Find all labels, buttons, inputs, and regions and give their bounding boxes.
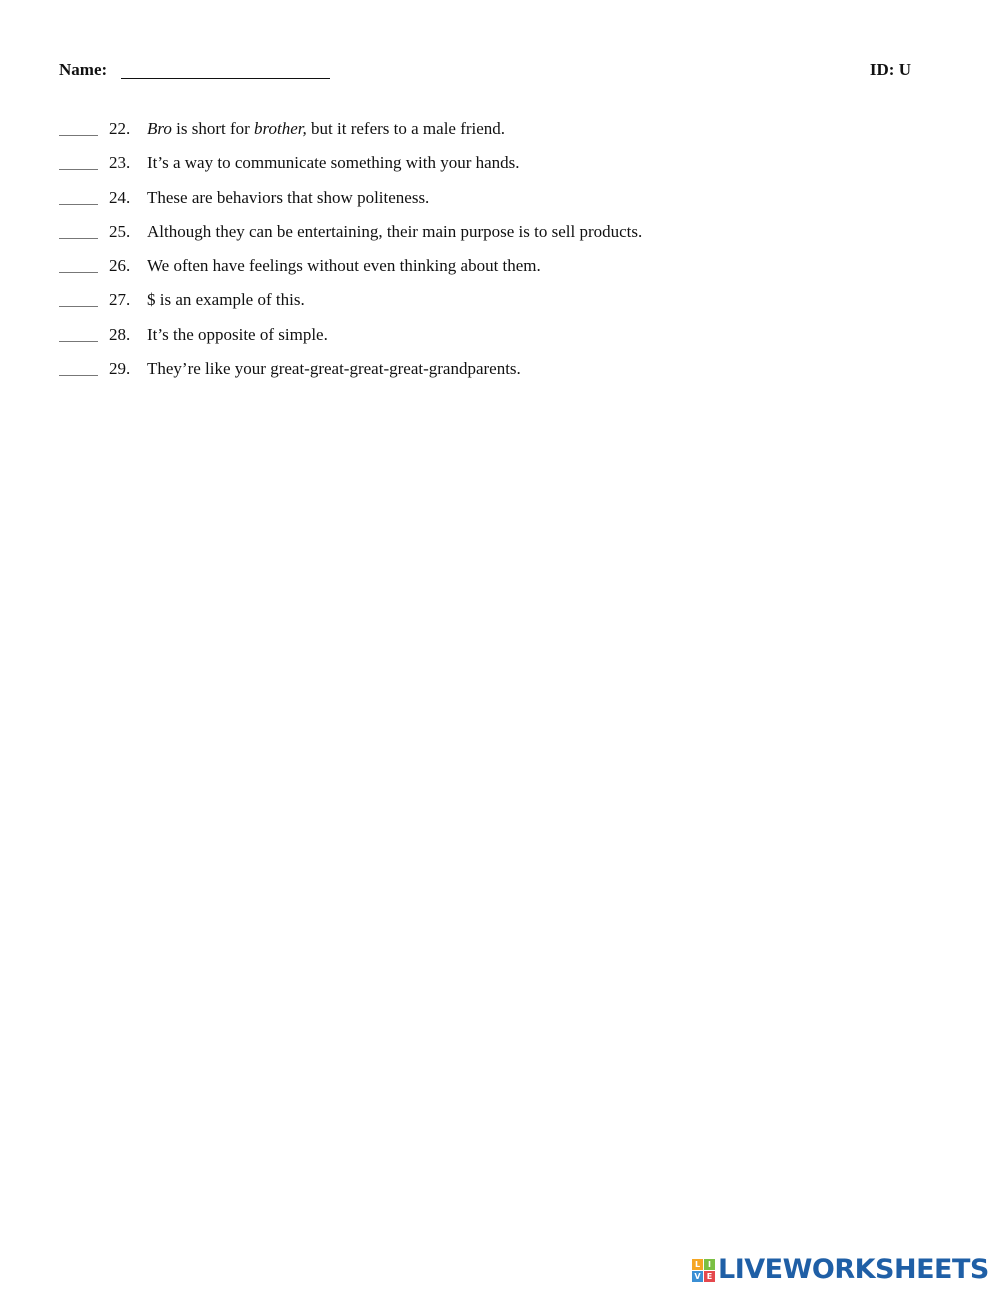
question-list <box>59 118 939 392</box>
question-text <box>147 118 505 140</box>
liveworksheets-logo <box>692 1255 989 1285</box>
question-number: 29. <box>109 359 131 379</box>
question-row <box>59 255 939 289</box>
question-text-part: We often have feelings without even thinking about them. <box>147 256 541 276</box>
question-text <box>147 289 305 311</box>
answer-blank[interactable] <box>59 289 98 307</box>
question-number: 28. <box>109 324 131 344</box>
question-number: 23. <box>109 153 131 173</box>
question-text-part: Although they can be entertaining, their main purpose is to sell products. <box>147 221 643 241</box>
question-text-part: Bro <box>147 119 172 138</box>
question-row <box>59 187 939 221</box>
id-label: ID: U <box>869 60 911 79</box>
question-text-part: It’s the opposite of simple. <box>147 324 328 344</box>
worksheet-header <box>59 60 911 84</box>
question-text <box>147 152 520 174</box>
question-row <box>59 152 939 186</box>
question-row <box>59 221 939 255</box>
question-text-part: $ is an example of this. <box>147 290 305 310</box>
question-number: 24. <box>109 187 131 207</box>
question-text-part: brother, <box>254 119 307 138</box>
name-label: Name: <box>59 60 108 79</box>
question-number: 25. <box>109 221 131 241</box>
question-text-part: It’s a way to communicate something with your hands. <box>147 153 520 173</box>
answer-blank[interactable] <box>59 187 98 205</box>
name-input-line[interactable] <box>121 60 330 79</box>
question-row <box>59 118 939 152</box>
question-number: 26. <box>109 256 131 276</box>
question-number: 27. <box>109 290 131 310</box>
question-text <box>147 324 328 346</box>
question-row <box>59 358 939 392</box>
question-text <box>147 221 642 243</box>
question-text-part: is short for <box>171 119 255 138</box>
answer-blank[interactable] <box>59 255 98 273</box>
question-text <box>147 255 541 277</box>
answer-blank[interactable] <box>59 118 98 136</box>
question-text-part: These are behaviors that show politeness. <box>147 187 430 207</box>
liveworksheets-logo-icon: L I V E <box>692 1259 715 1282</box>
question-number: 22. <box>109 119 131 138</box>
question-row <box>59 289 939 323</box>
question-text-part: They’re like your great-great-great-great-grandparents. <box>147 359 521 379</box>
question-text <box>147 358 521 380</box>
answer-blank[interactable] <box>59 221 98 239</box>
answer-blank[interactable] <box>59 358 98 376</box>
question-text <box>147 187 429 209</box>
answer-blank[interactable] <box>59 152 98 170</box>
question-text-part: but it refers to a male friend. <box>306 119 506 138</box>
answer-blank[interactable] <box>59 324 98 342</box>
question-row <box>59 324 939 358</box>
logo-text: LIVEWORKSHEETS <box>718 1254 989 1285</box>
